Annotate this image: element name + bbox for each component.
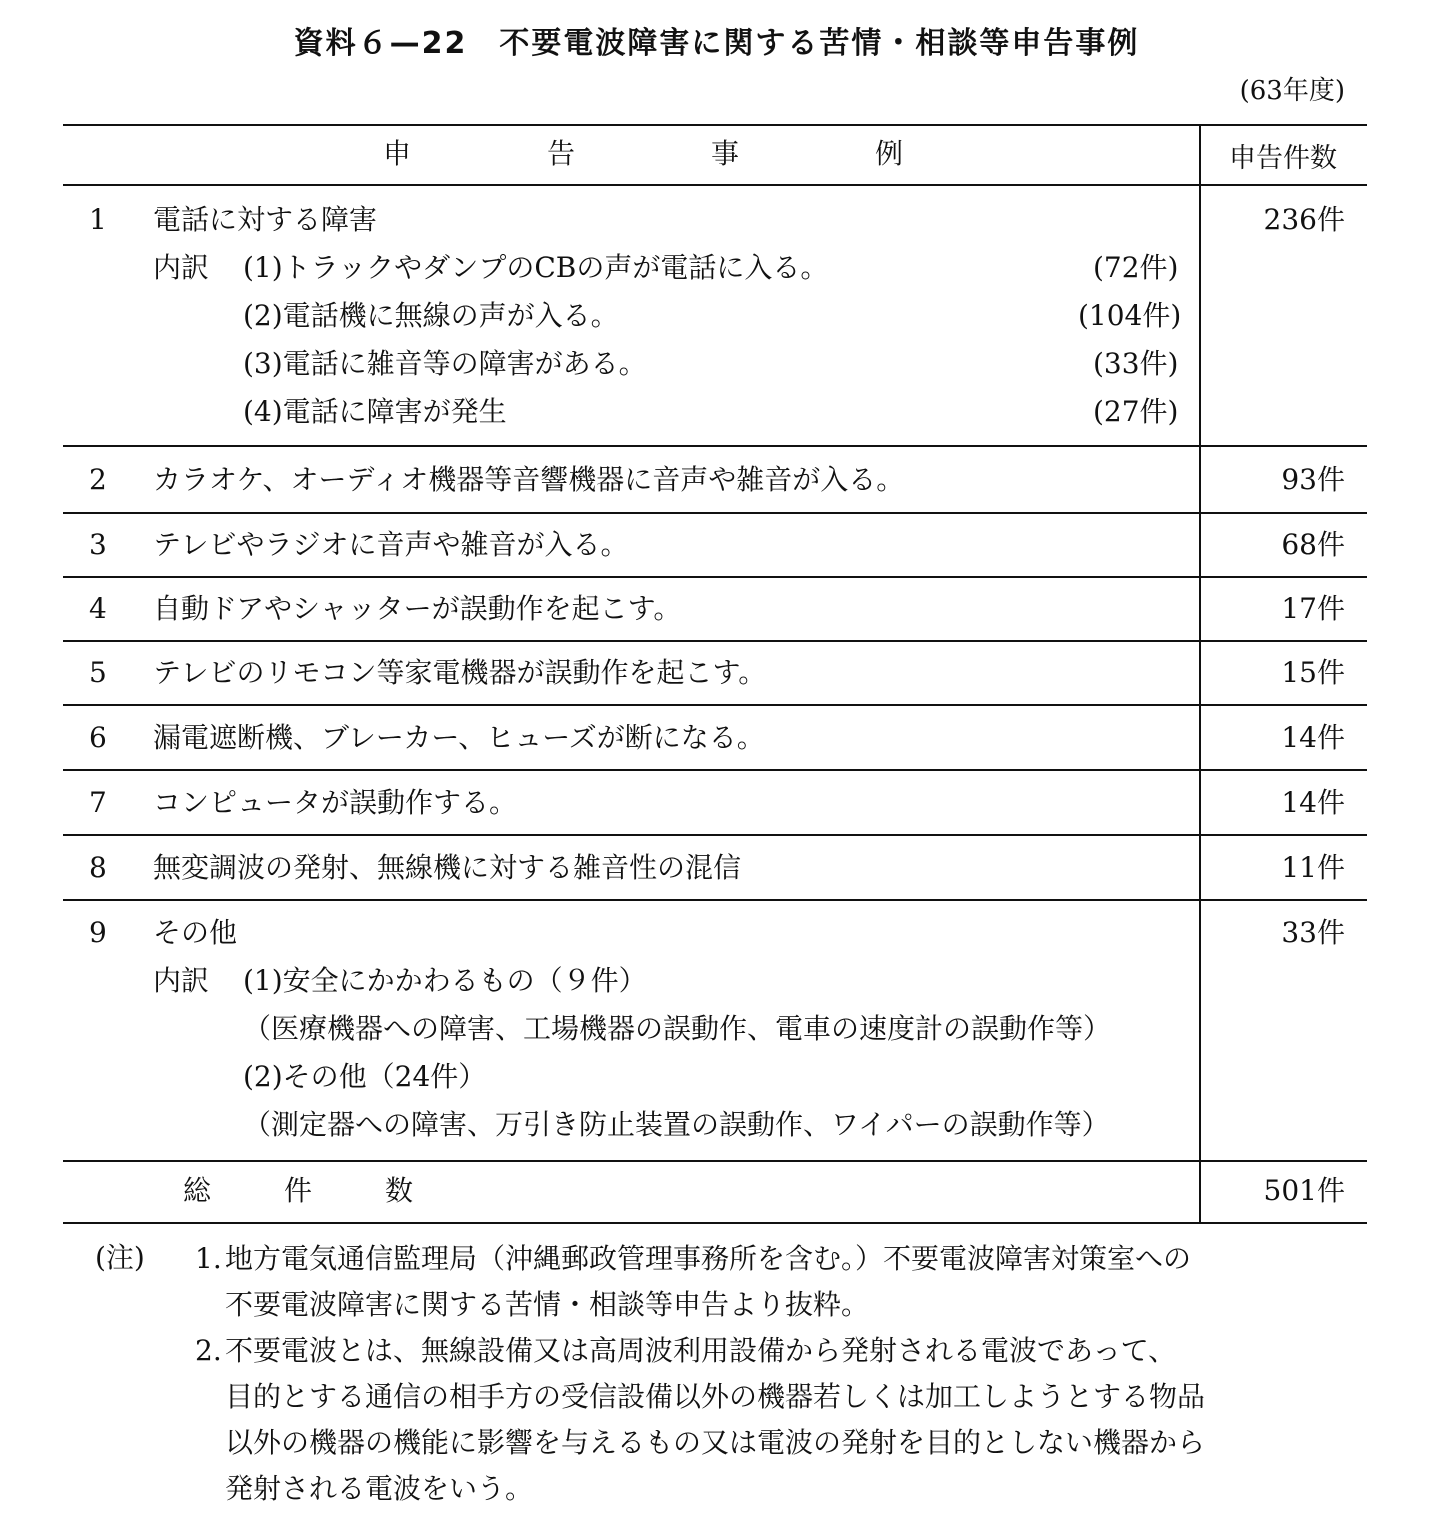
row-count: 17件 (1281, 592, 1345, 625)
table-rule (63, 704, 1367, 706)
row-number: 1 (89, 203, 107, 236)
table-rule (63, 834, 1367, 836)
sub-item (153, 957, 1111, 1005)
sub-item-label: (2)その他（24件） (243, 1060, 487, 1093)
sub-item-label: (3)電話に雑音等の障害がある。 (243, 347, 647, 380)
sub-item-count: (27件) (1093, 395, 1179, 428)
total-label (183, 1167, 413, 1215)
sub-item-label: (1)安全にかかわるもの（９件） (243, 964, 647, 997)
table-rule (63, 1160, 1367, 1162)
sub-item-count: (33件) (1093, 347, 1179, 380)
table-rule (63, 1222, 1367, 1224)
sub-item-label: （測定器への障害、万引き防止装置の誤動作、ワイパーの誤動作等） (243, 1108, 1110, 1141)
row-number: 3 (89, 528, 107, 561)
sub-item-count: (72件) (1093, 251, 1179, 284)
note-item (195, 1328, 1345, 1512)
row-title: 漏電遮断機、ブレーカー、ヒューズが断になる。 (153, 721, 765, 754)
document-title: 資料６—22 不要電波障害に関する苦情・相談等申告事例 (293, 26, 1140, 61)
note-line: 目的とする通信の相手方の受信設備以外の機器若しくは加工しようとする物品 (225, 1380, 1206, 1413)
row-count: 236件 (1263, 203, 1345, 236)
table-rule (63, 769, 1367, 771)
row-title: テレビやラジオに音声や雑音が入る。 (153, 528, 629, 561)
row-title: 自動ドアやシャッターが誤動作を起こす。 (153, 592, 682, 625)
table-rule (63, 512, 1367, 514)
sub-item-label: (2)電話機に無線の声が入る。 (243, 299, 619, 332)
note-line: 不要電波とは、無線設備又は高周波利用設備から発射される電波であって、 (225, 1334, 1177, 1367)
table-rule (63, 184, 1367, 186)
note-number: 2. (195, 1334, 222, 1367)
note-line: 発射される電波をいう。 (225, 1472, 534, 1505)
sub-item (153, 1053, 1111, 1101)
sub-item-label: （医療機器への障害、工場機器の誤動作、電車の速度計の誤動作等） (243, 1012, 1112, 1045)
row-number: 9 (89, 916, 107, 949)
table-rule (63, 445, 1367, 447)
note-line: 地方電気通信監理局（沖縄郵政管理事務所を含む。）不要電波障害対策室への (225, 1242, 1192, 1275)
row-title: コンピュータが誤動作する。 (153, 786, 518, 819)
row-number: 8 (89, 851, 107, 884)
row-title: 電話に対する障害 (153, 203, 378, 236)
sub-item (153, 292, 1182, 340)
row-number: 7 (89, 786, 107, 819)
note-line: 以外の機器の機能に影響を与えるもの又は電波の発射を目的としない機器から (225, 1426, 1206, 1459)
header-char: 例 (874, 137, 903, 170)
row-title: カラオケ、オーディオ機器等音響機器に音声や雑音が入る。 (153, 463, 905, 496)
row-number: 2 (89, 463, 107, 496)
sub-item-label: (1)トラックやダンプのCBの声が電話に入る。 (243, 251, 829, 284)
notes-label: (注) (95, 1241, 145, 1274)
row-number: 6 (89, 721, 107, 754)
header-count: 申告件数 (1229, 143, 1337, 174)
table-rule (63, 640, 1367, 642)
note-number: 1. (195, 1242, 222, 1275)
row-count: 11件 (1281, 851, 1345, 884)
row-count: 68件 (1281, 528, 1345, 561)
header-char: 事 (710, 137, 739, 170)
sub-item (153, 244, 1179, 292)
row-number: 5 (89, 656, 107, 689)
sub-item (153, 388, 1179, 436)
row-title: テレビのリモコン等家電機器が誤動作を起こす。 (153, 656, 767, 689)
header-char: 申 (383, 137, 412, 170)
sub-item (153, 1101, 1111, 1149)
table-rule (63, 124, 1367, 126)
row-content (153, 909, 1111, 1149)
row-title: その他 (153, 916, 238, 949)
breakdown-label: 内訳 (153, 964, 210, 997)
row-count: 93件 (1281, 463, 1345, 496)
fiscal-year: (63年度) (1239, 76, 1345, 106)
note-item (195, 1236, 1345, 1328)
total-char: 件 (283, 1174, 312, 1207)
row-count: 33件 (1281, 916, 1345, 949)
sub-item-label: (4)電話に障害が発生 (243, 395, 507, 428)
row-count: 14件 (1281, 786, 1345, 819)
row-count: 15件 (1281, 656, 1345, 689)
table-rule (63, 576, 1367, 578)
total-char: 総 (183, 1174, 212, 1207)
table-rule (63, 899, 1367, 901)
breakdown-label: 内訳 (153, 251, 210, 284)
row-content (153, 196, 1182, 436)
row-title: 無変調波の発射、無線機に対する雑音性の混信 (153, 851, 742, 884)
sub-item (153, 340, 1179, 388)
row-number: 4 (89, 592, 107, 625)
sub-item-count: (104件) (1078, 299, 1182, 332)
header-case-examples (123, 132, 1133, 172)
total-char: 数 (384, 1174, 413, 1207)
column-divider (1199, 124, 1201, 1222)
row-count: 14件 (1281, 721, 1345, 754)
sub-item (153, 1005, 1111, 1053)
note-line: 不要電波障害に関する苦情・相談等申告より抜粋。 (225, 1288, 870, 1321)
header-char: 告 (546, 137, 575, 170)
total-count: 501件 (1263, 1174, 1345, 1207)
